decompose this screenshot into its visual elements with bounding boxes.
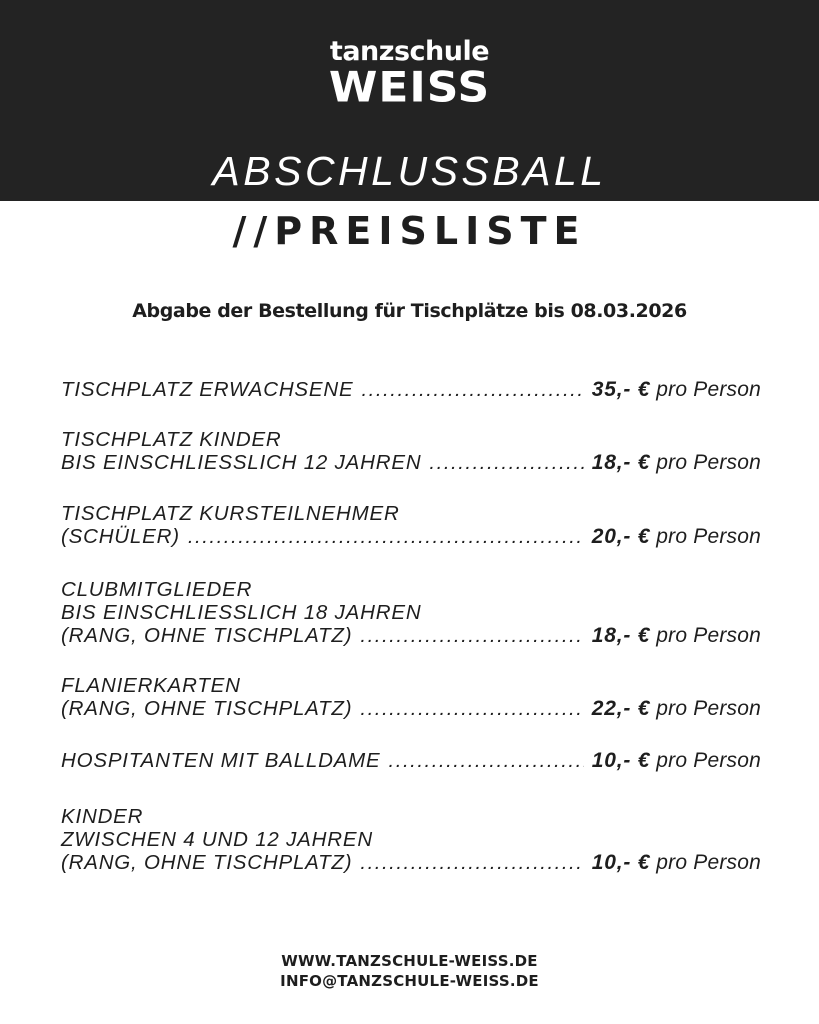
price-amount: 18,- € [591,624,651,647]
dot-leader [360,697,583,720]
price-unit: pro Person [656,451,761,474]
item-label-line: BIS EINSCHLIESSLICH 12 JAHREN [61,451,422,474]
price-list-item [61,749,761,772]
dot-leader [429,451,583,474]
page-subtitle: //PREISLISTE [232,209,587,253]
price-unit: pro Person [656,525,761,548]
price-unit: pro Person [656,749,761,772]
price-amount: 10,- € [591,851,651,874]
item-label-line: ZWISCHEN 4 UND 12 JAHREN [61,828,373,851]
price-amount: 22,- € [591,697,651,720]
price-amount: 18,- € [591,451,651,474]
price-list-item [61,378,761,401]
price-unit: pro Person [656,851,761,874]
item-label-line: (RANG, OHNE TISCHPLATZ) [61,624,353,647]
item-label-line: FLANIERKARTEN [61,674,241,697]
item-label-line: (RANG, OHNE TISCHPLATZ) [61,851,353,874]
dot-leader [360,851,583,874]
price-unit: pro Person [656,624,761,647]
item-price-row [61,749,761,772]
item-label-line: CLUBMITGLIEDER [61,578,253,601]
item-label-line: (SCHÜLER) [61,525,180,548]
item-price [592,525,761,548]
item-label-line: HOSPITANTEN MIT BALLDAME [61,749,381,772]
item-price [592,451,761,474]
price-unit: pro Person [656,378,761,401]
item-label-line: KINDER [61,805,144,828]
item-price [592,624,761,647]
item-price-row [61,525,761,548]
price-amount: 35,- € [591,378,651,401]
logo-wordmark-bottom: WEISS [328,63,491,112]
item-price [592,749,761,772]
dot-leader [389,749,584,772]
item-label-line: TISCHPLATZ KURSTEILNEHMER [61,502,400,525]
website-link[interactable]: WWW.TANZSCHULE-WEISS.DE [281,952,538,970]
price-list-item [61,428,761,474]
page-title: ABSCHLUSSBALL [212,148,607,194]
item-price-row [61,697,761,720]
item-price-row [61,451,761,474]
dot-leader [188,525,584,548]
price-amount: 20,- € [591,525,651,548]
item-price-row [61,378,761,401]
item-price [592,851,761,874]
price-list-item [61,578,761,647]
item-price-row [61,624,761,647]
email-link[interactable]: INFO@TANZSCHULE-WEISS.DE [280,972,539,990]
item-price [592,697,761,720]
dot-leader [361,378,583,401]
item-price-row [61,851,761,874]
item-label-line: TISCHPLATZ KINDER [61,428,282,451]
price-list-item [61,805,761,874]
dot-leader [360,624,583,647]
price-list-item [61,674,761,720]
item-label-line: TISCHPLATZ ERWACHSENE [61,378,354,401]
item-price [592,378,761,401]
deadline-note: Abgabe der Bestellung für Tischplätze bis 08.03.2026 [132,300,687,322]
price-list-item [61,502,761,548]
price-unit: pro Person [656,697,761,720]
item-label-line: BIS EINSCHLIESSLICH 18 JAHREN [61,601,422,624]
item-label-line: (RANG, OHNE TISCHPLATZ) [61,697,353,720]
logo-wordmark-top: tanzschule [329,36,490,67]
price-amount: 10,- € [591,749,651,772]
